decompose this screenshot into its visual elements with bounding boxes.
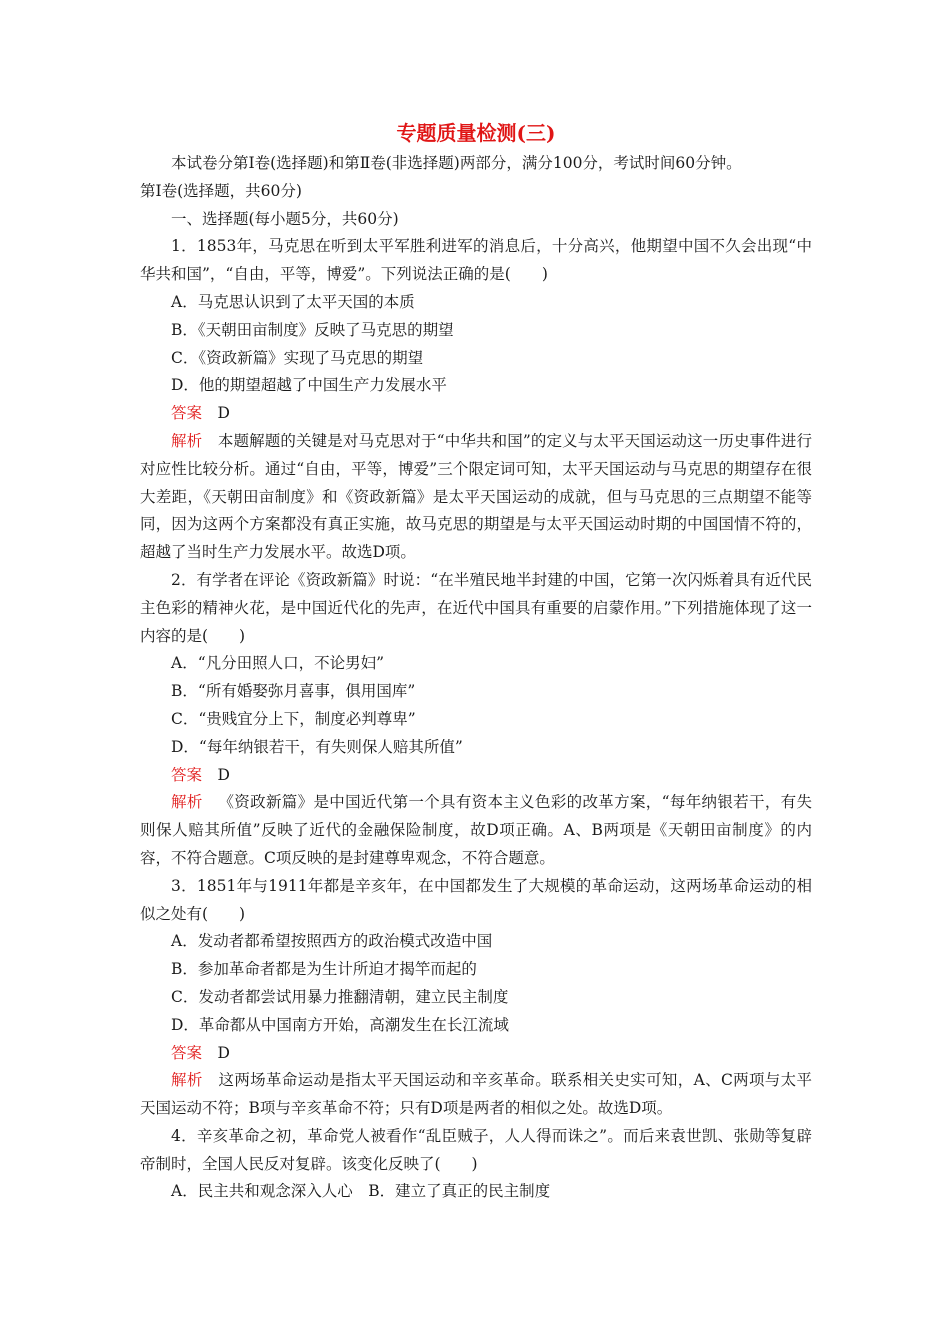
question-3 (140, 873, 812, 1123)
answer-label: 答案 (171, 765, 203, 784)
answer-line (140, 1040, 812, 1068)
option-d: D．他的期望超越了中国生产力发展水平 (171, 376, 447, 395)
analysis-label: 解析 (171, 793, 203, 812)
option-c: C．“贵贱宜分上下，制度必判尊卑” (171, 709, 416, 728)
analysis-line (140, 1067, 812, 1123)
answer-line (140, 400, 812, 428)
option-b: B．“所有婚娶弥月喜事，俱用国库” (171, 682, 416, 701)
document-content (140, 118, 812, 1206)
analysis-label: 解析 (171, 431, 203, 450)
page-title: 专题质量检测(三) (396, 121, 556, 145)
options-inline: A．民主共和观念深入人心 B．建立了真正的民主制度 (171, 1182, 551, 1201)
answer-value: D (217, 404, 230, 423)
option-c: C．发动者都尝试用暴力推翻清朝，建立民主制度 (171, 987, 509, 1006)
section-title: 第Ⅰ卷(选择题，共60分) (140, 181, 302, 200)
analysis-text: 本题解题的关键是对马克思对于“中华共和国”的定义与太平天国运动这一历史事件进行对应性比较分析。通过“自由，平等，博爱”三个限定词可知，太平天国运动与马克思的期望存在很大差距，《天朝田亩制度》和《资政新篇》是太平天国运动的成就，但与马克思的三点期望不能等同，因为这两个方案都没有真正实施，故马克思的期望是与太平天国运动时期的中国国情不符的，超越了当时生产力发展水平。故选D项。 (140, 431, 812, 562)
question-1 (140, 233, 812, 567)
question-stem: 1．1853年，马克思在听到太平军胜利进军的消息后，十分高兴，他期望中国不久会出现“中华共和国”，“自由，平等，博爱”。下列说法正确的是( ) (140, 237, 812, 284)
analysis-line (140, 789, 812, 872)
option-a: A．发动者都希望按照西方的政治模式改造中国 (171, 932, 493, 951)
option-c: C．《资政新篇》实现了马克思的期望 (171, 348, 424, 367)
analysis-text: 《资政新篇》是中国近代第一个具有资本主义色彩的改革方案，“每年纳银若干，有失则保人赔其所值”反映了近代的金融保险制度，故D项正确。A、B两项是《天朝田亩制度》的内容，不符合题意。C项反映的是封建尊卑观念，不符合题意。 (140, 793, 812, 867)
question-stem: 4．辛亥革命之初，革命党人被看作“乱臣贼子，人人得而诛之”。而后来袁世凯、张勋等复辟帝制时，全国人民反对复辟。该变化反映了( ) (140, 1126, 812, 1173)
option-b: B．参加革命者都是为生计所迫才揭竿而起的 (171, 960, 477, 979)
exam-intro: 本试卷分第Ⅰ卷(选择题)和第Ⅱ卷(非选择题)两部分，满分100分，考试时间60分钟。 (171, 154, 742, 172)
question-stem: 3．1851年与1911年都是辛亥年，在中国都发生了大规模的革命运动，这两场革命运动的相似之处有( ) (140, 876, 812, 923)
analysis-line (140, 428, 812, 567)
question-2 (140, 567, 812, 873)
answer-value: D (217, 765, 230, 784)
analysis-text: 这两场革命运动是指太平天国运动和辛亥革命。联系相关史实可知，A、C两项与太平天国运动不符；B项与辛亥革命不符；只有D项是两者的相似之处。故选D项。 (140, 1071, 812, 1118)
question-stem: 2．有学者在评论《资政新篇》时说：“在半殖民地半封建的中国，它第一次闪烁着具有近代民主色彩的精神火花，是中国近代化的先声，在近代中国具有重要的启蒙作用。”下列措施体现了这一内容的是( ) (140, 570, 812, 645)
answer-value: D (217, 1043, 230, 1062)
question-4 (140, 1123, 812, 1206)
option-a: A．马克思认识到了太平天国的本质 (171, 292, 415, 311)
answer-line (140, 762, 812, 790)
option-b: B．《天朝田亩制度》反映了马克思的期望 (171, 320, 454, 339)
answer-label: 答案 (171, 404, 203, 423)
part-heading: 一、选择题(每小题5分，共60分) (171, 209, 399, 228)
analysis-label: 解析 (171, 1071, 203, 1090)
answer-label: 答案 (171, 1043, 203, 1062)
option-a: A．“凡分田照人口，不论男妇” (171, 654, 385, 673)
option-d: D．革命都从中国南方开始，高潮发生在长江流域 (171, 1015, 509, 1034)
option-d: D．“每年纳银若干，有失则保人赔其所值” (171, 737, 463, 756)
